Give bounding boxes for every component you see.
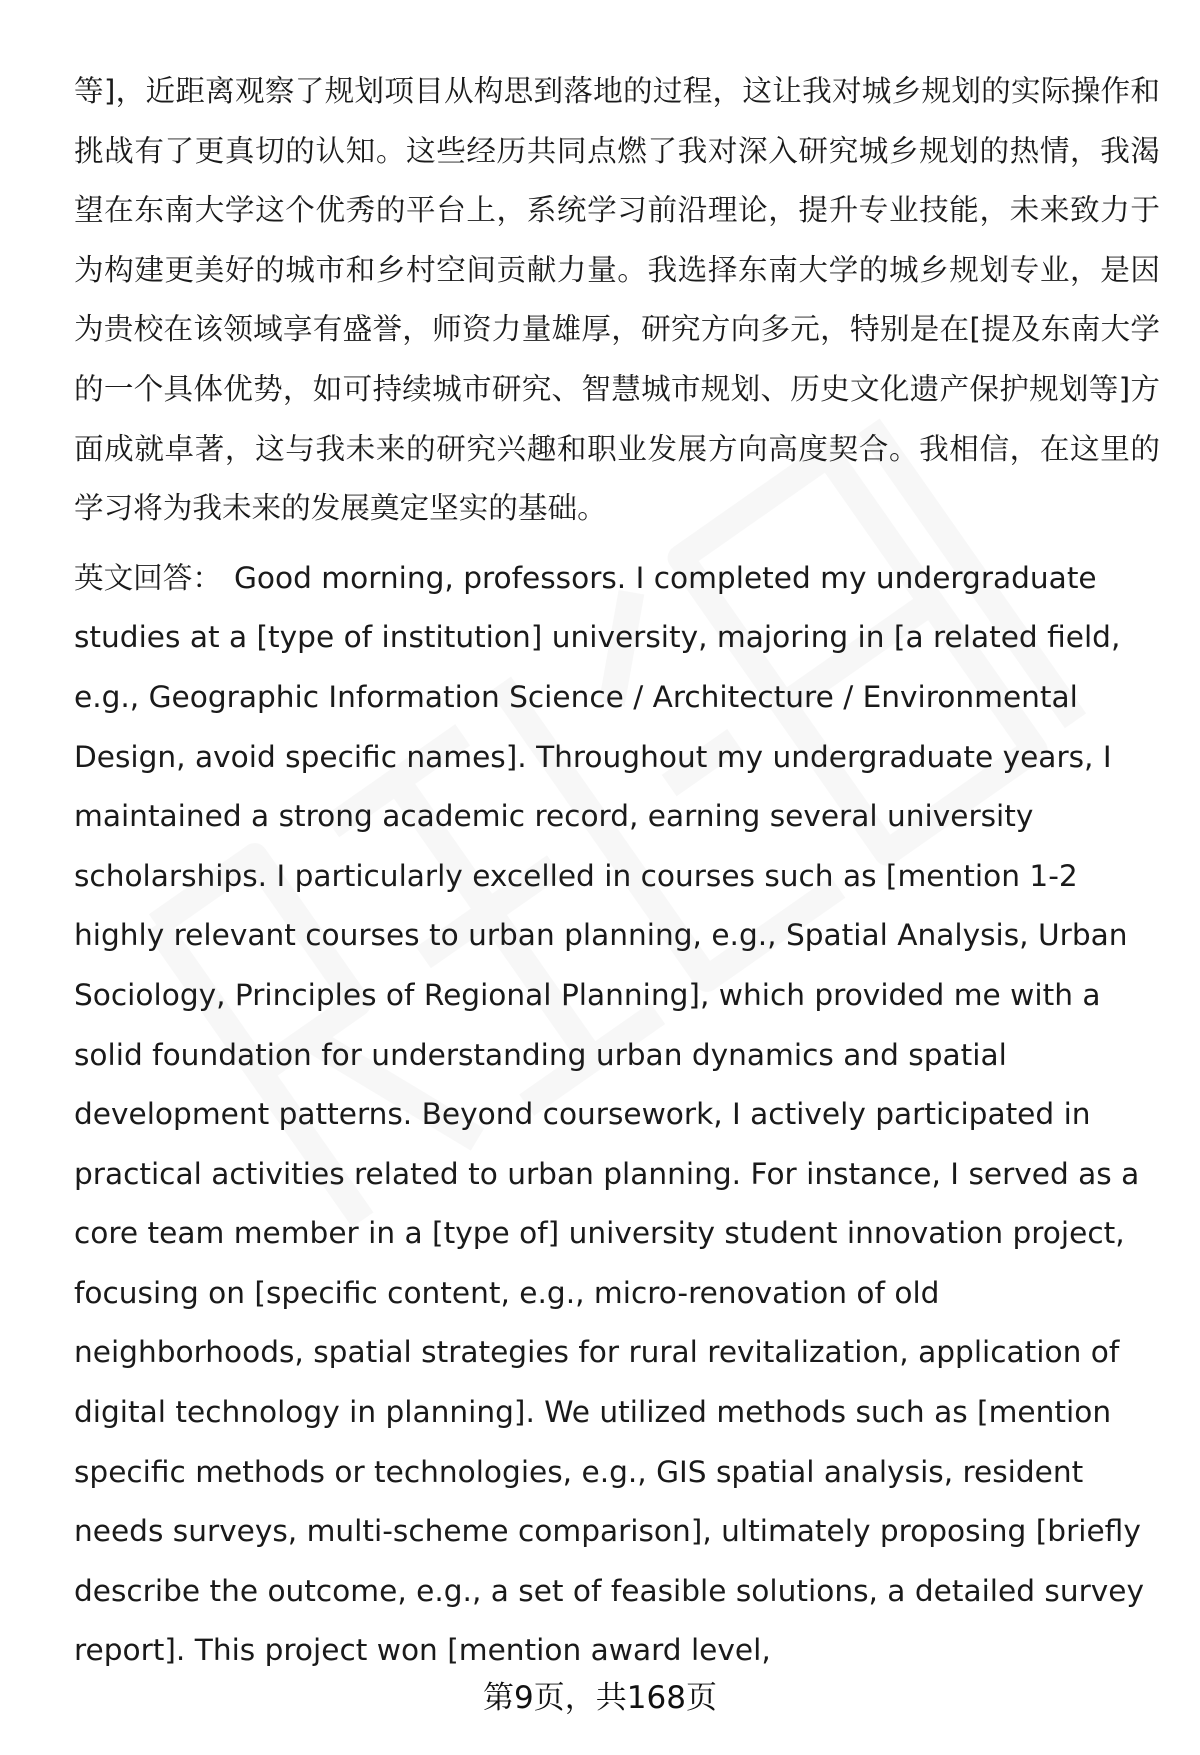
- chinese-paragraph: 等]，近距离观察了规划项目从构思到落地的过程，这让我对城乡规划的实际操作和挑战有了更真切的认知。这些经历共同点燃了我对深入研究城乡规划的热情，我渴望在东南大学这个优秀的平台上，系统学习前沿理论，提升专业技能，未来致力于为构建更美好的城市和乡村空间贡献力量。我选择东南大学的城乡规划专业，是因为贵校在该领域享有盛誉，师资力量雄厚，研究方向多元，特别是在[提及东南大学的一个具体优势，如可持续城市研究、智慧城市规划、历史文化遗产保护规划等]方面成就卓著，这与我未来的研究兴趣和职业发展方向高度契合。我相信，在这里的学习将为我未来的发展奠定坚实的基础。: [74, 74, 1160, 526]
- english-answer-label: 英文回答：: [74, 560, 222, 595]
- page-number-footer: 第9页，共168页: [483, 1680, 717, 1716]
- english-paragraph: Good morning, professors. I completed my undergraduate studies at a [type of institution] university, majoring in [a related field, e.g., Geographic Information Science / Architecture / Environmental Design, avoid specific names]. Throughout my undergraduate years, I maintained a strong academic record, earning several university scholarships. I particularly excelled in courses such as [mention 1-2 highly relevant courses to urban planning, e.g., Spatial Analysis, Urban Sociology, Principles of Regional Planning], which provided me with a solid foundation for understanding urban dynamics and spatial development patterns. Beyond coursework, I actively participated in practical activities related to urban planning. For instance, I served as a core team member in a [type of] university student innovation project, focusing on [specific content, e.g., micro-renovation of old neighborhoods, spatial strategies for rural revitalization, application of digital technology in planning]. We utilized methods such as [mention specific methods or technologies, e.g., GIS spatial analysis, resident needs surveys, multi-scheme comparison], ultimately proposing [briefly describe the outcome, e.g., a set of feasible solutions, a detailed survey report]. This project won [mention award level,: [74, 560, 1144, 1668]
- document-body: [74, 62, 1160, 1681]
- english-paragraph-block: [74, 549, 1160, 1681]
